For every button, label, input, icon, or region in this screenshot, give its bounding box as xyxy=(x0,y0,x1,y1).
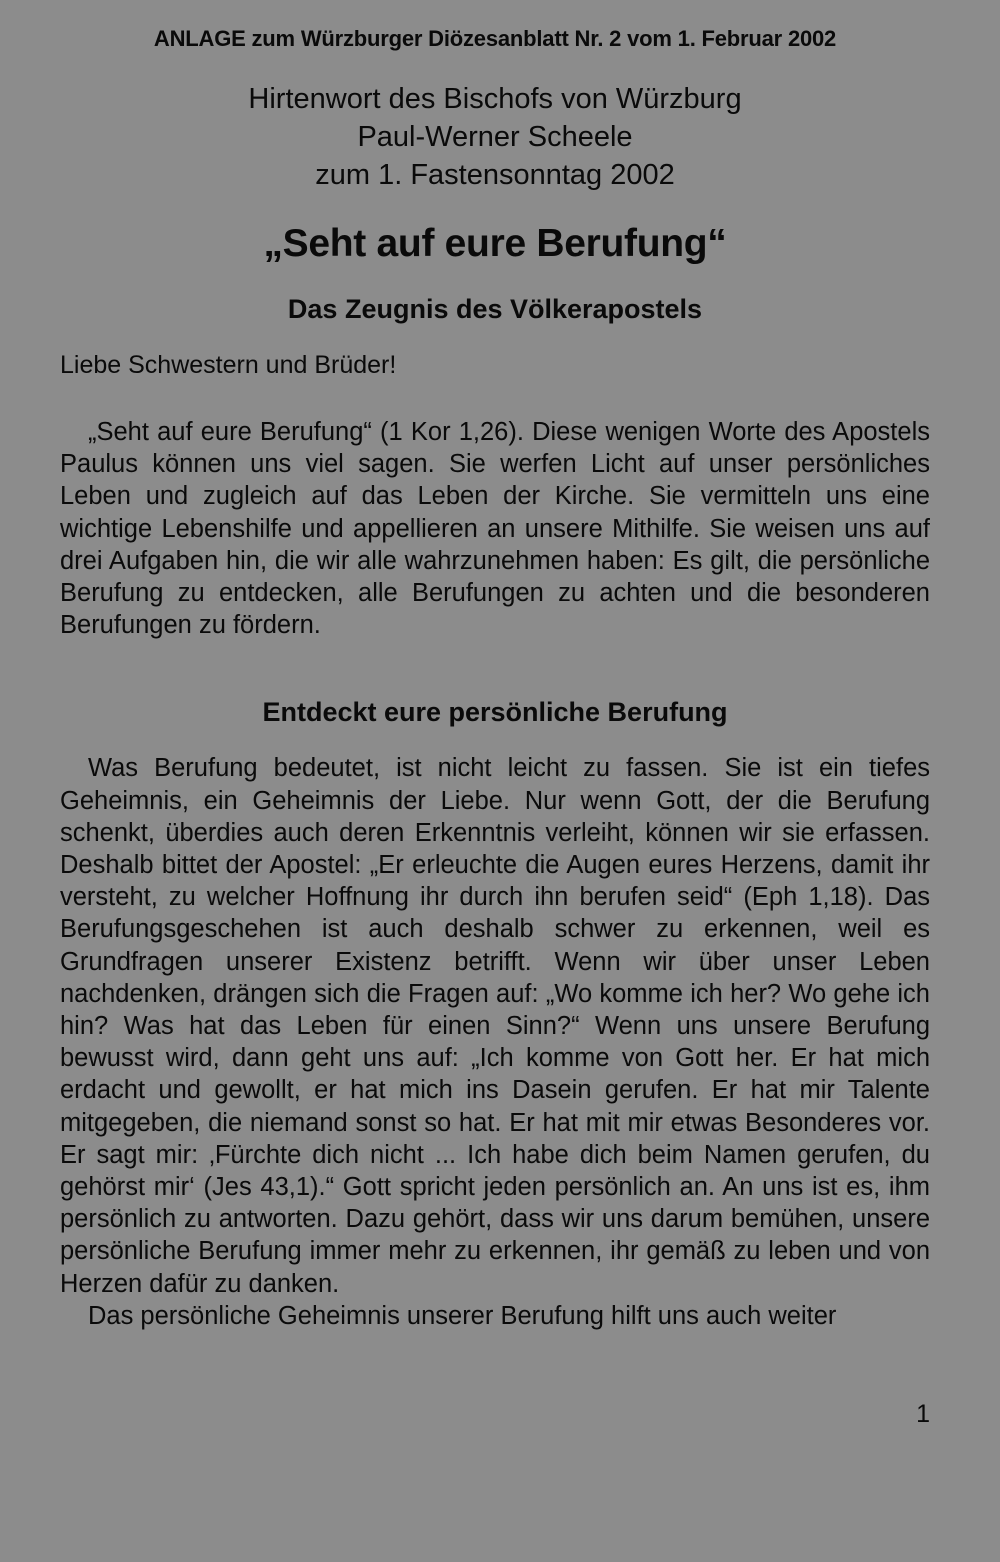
section-heading: Entdeckt eure persönliche Berufung xyxy=(262,697,728,728)
annex-header: ANLAGE zum Würzburger Diözesanblatt Nr. 2 vom 1. Februar 2002 xyxy=(153,26,837,51)
intro-paragraph: „Seht auf eure Berufung“ (1 Kor 1,26). Diese wenigen Worte des Apostels Paulus können uns viel sagen. Sie werfen Licht auf unser persönliches Leben und zugleich auf das Leben der Kirche. Sie vermitteln uns eine wichtige Lebenshilfe und appellieren an unsere Mithilfe. Sie weisen uns auf drei Aufgaben hin, die wir alle wahrzunehmen haben: Es gilt, die persönliche Berufung zu entdecken, alle Berufungen zu achten und die besonderen Berufungen zu fördern. xyxy=(60,418,930,640)
section-paragraph-2: Das persönliche Geheimnis unserer Berufung hilft uns auch weiter xyxy=(88,1301,837,1330)
document-page xyxy=(60,26,930,1358)
heading-line-2: Paul-Werner Scheele xyxy=(357,121,633,153)
pastoral-letter-heading xyxy=(60,80,930,194)
subtitle: Das Zeugnis des Völkerapostels xyxy=(287,294,703,324)
section-paragraph-1: Was Berufung bedeutet, ist nicht leicht zu fassen. Sie ist ein tiefes Geheimnis, ein Geheimnis der Liebe. Nur wenn Gott, der die Berufung schenkt, überdies auch deren Erkenntnis verleiht, können wir sie erfassen. Deshalb bittet der Apostel: „Er erleuchte die Augen eures Herzens, damit ihr versteht, zu welcher Hoffnung ihr durch ihn berufen seid“ (Eph 1,18). Das Berufungsgeschehen ist auch deshalb schwer zu erkennen, weil es Grundfragen unserer Existenz betrifft. Wenn wir über unser Leben nachdenken, drängen sich die Fragen auf: „Wo komme ich her? Wo gehe ich hin? Was hat das Leben für einen Sinn?“ Wenn uns unsere Berufung bewusst wird, dann geht uns auf: „Ich komme von Gott her. Er hat mich erdacht und gewollt, er hat mich ins Dasein gerufen. Er hat mir Talente mitgegeben, die niemand sonst so hat. Er hat mit mir etwas Besonderes vor. Er sagt mir: ‚Fürchte dich nicht ... Ich habe dich beim Namen gerufen, du gehörst mir‘ (Jes 43,1).“ Gott spricht jeden persönlich an. An uns ist es, ihm persönlich zu antworten. Dazu gehört, dass wir uns darum bemühen, unsere persönliche Berufung immer mehr zu erkennen, ihr gemäß zu leben und von Herzen dafür zu danken. xyxy=(60,754,930,1298)
salutation: Liebe Schwestern und Brüder! xyxy=(60,351,397,379)
main-title: „Seht auf eure Berufung“ xyxy=(263,222,727,265)
heading-line-3: zum 1. Fastensonntag 2002 xyxy=(315,159,675,191)
heading-line-1: Hirtenwort des Bischofs von Würzburg xyxy=(248,83,742,115)
page-number: 1 xyxy=(916,1400,930,1428)
